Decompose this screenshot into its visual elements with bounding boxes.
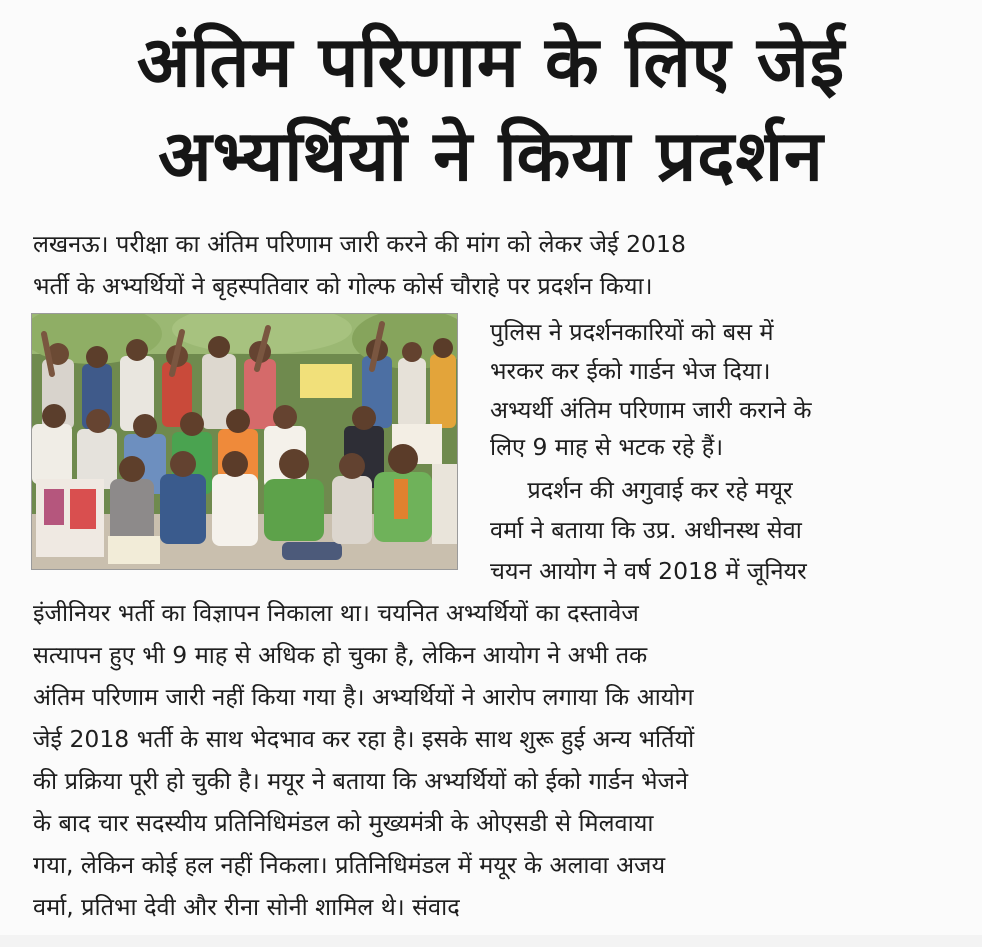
article-line: वर्मा, प्रतिभा देवी और रीना सोनी शामिल थे। संवाद	[33, 893, 460, 921]
article-line: लिए 9 माह से भटक रहे हैं।	[490, 433, 724, 461]
article-line: गया, लेकिन कोई हल नहीं निकला। प्रतिनिधिमंडल में मयूर के अलावा अजय	[33, 851, 666, 879]
article-line: पुलिस ने प्रदर्शनकारियों को बस में	[490, 318, 774, 346]
article-line: प्रदर्शन की अगुवाई कर रहे मयूर	[490, 476, 793, 504]
page-bottom-edge	[0, 935, 982, 947]
article-line: के बाद चार सदस्यीय प्रतिनिधिमंडल को मुख्यमंत्री के ओएसडी से मिलवाया	[33, 809, 654, 837]
article-line: चयन आयोग ने वर्ष 2018 में जूनियर	[490, 557, 807, 585]
headline-line-1: अंतिम परिणाम के लिए जेई	[136, 21, 846, 103]
article-line: इंजीनियर भर्ती का विज्ञापन निकाला था। चयनित अभ्यर्थियों का दस्तावेज	[33, 599, 639, 627]
headline-line-2: अभ्यर्थियों ने किया प्रदर्शन	[158, 115, 824, 197]
article-line: जेई 2018 भर्ती के साथ भेदभाव कर रहा है। इसके साथ शुरू हुई अन्य भर्तियों	[33, 725, 695, 753]
article-line: की प्रक्रिया पूरी हो चुकी है। मयूर ने बताया कि अभ्यर्थियों को ईको गार्डन भेजने	[33, 767, 688, 795]
article-line: भरकर कर ईको गार्डन भेज दिया।	[490, 357, 771, 385]
article-line: सत्यापन हुए भी 9 माह से अधिक हो चुका है, लेकिन आयोग ने अभी तक	[33, 641, 648, 669]
article-line: अभ्यर्थी अंतिम परिणाम जारी कराने के	[490, 396, 812, 424]
article-line: अंतिम परिणाम जारी नहीं किया गया है। अभ्यर्थियों ने आरोप लगाया कि आयोग	[33, 683, 694, 711]
article-line: भर्ती के अभ्यर्थियों ने बृहस्पतिवार को गोल्फ कोर्स चौराहे पर प्रदर्शन किया।	[33, 272, 653, 300]
article-line: वर्मा ने बताया कि उप्र. अधीनस्थ सेवा	[490, 516, 802, 544]
protest-photo	[31, 313, 458, 570]
article-line: लखनऊ। परीक्षा का अंतिम परिणाम जारी करने की मांग को लेकर जेई 2018	[33, 230, 686, 258]
protest-crowd-image	[32, 314, 457, 569]
